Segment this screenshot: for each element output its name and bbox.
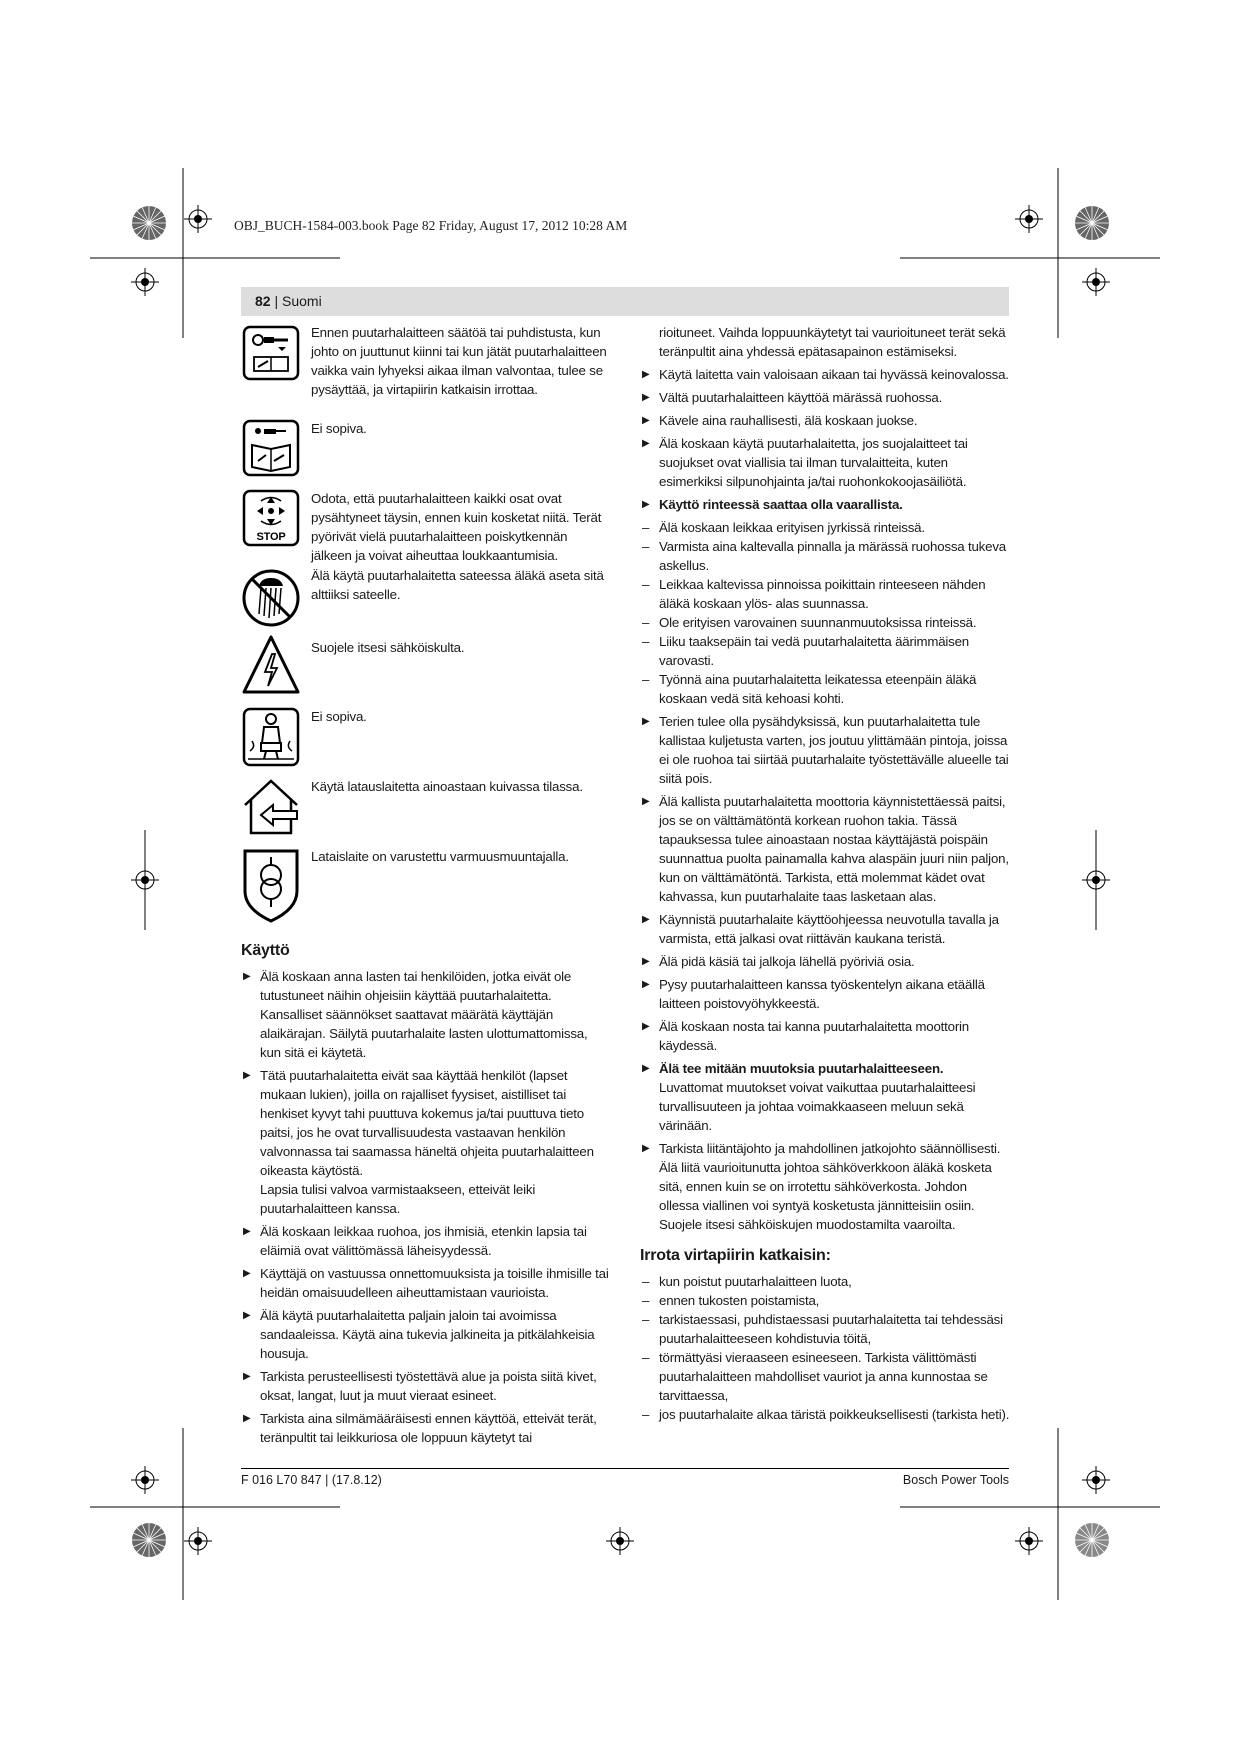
electric-shock-warning-icon (241, 634, 301, 696)
list-item: ▶ Käynnistä puutarhalaite käyttöohjeessa neuvotulla tavalla ja varmista, että jalkasi ovat riittävän kaukana teristä. (640, 910, 1010, 948)
density-wheel-icon (131, 205, 167, 241)
list-item: ▶ Älä käytä puutarhalaitetta paljain jaloin tai avoimissa sandaaleissa. Käytä aina tukevia jalkineita ja pitkälahkeisia housuja. (241, 1306, 611, 1363)
page-number: 82 (255, 293, 271, 309)
dash-item: – Varmista aina kaltevalla pinnalla ja märässä ruohossa tukeva askellus. (640, 537, 1010, 575)
symbol-row: Ei sopiva. (241, 707, 611, 777)
list-item-continuation: Lapsia tulisi valvoa varmistaakseen, etteivät leiki puutarhalaitteen kanssa. (260, 1182, 536, 1216)
list-item: ▶ Älä pidä käsiä tai jalkoja lähellä pyöriviä osia. (640, 952, 1010, 971)
list-item: ▶ Älä koskaan leikkaa ruohoa, jos ihmisiä, etenkin lapsia tai eläimiä ovat välittömässä läheisyydessä. (241, 1222, 611, 1260)
registration-target-icon (1015, 1527, 1043, 1555)
registration-target-icon (184, 1527, 212, 1555)
symbol-row: Älä käytä puutarhalaitetta sateessa äläkä aseta sitä alttiiksi sateelle. (241, 566, 611, 634)
footer-divider (241, 1468, 1009, 1469)
list-item: ▶ Tarkista perusteellisesti työstettävä alue ja poista siitä kivet, oksat, langat, luut ja muut vieraat esineet. (241, 1367, 611, 1405)
left-column (241, 323, 611, 1451)
symbol-row: STOP Odota, että puutarhalaitteen kaikki osat ovat pysähtyneet täysin, ennen kuin kosketat niitä. Terät pyörivät vielä puutarhalaitteen poiskytkennän jälkeen ja voivat aiheuttaa loukkaantumisia. (241, 489, 611, 566)
list-item: ▶ Terien tulee olla pysähdyksissä, kun puutarhalaitetta tule kallistaa kuljetusta varten, jos joutuu ylittämään pintoja, joissa ei ole ruohoa tai siirtää puutarhalaite työstettävälle alueelle tai siitä pois. (640, 712, 1010, 788)
list-item: ▶ Tarkista liitäntäjohto ja mahdollinen jatkojohto säännöllisesti. Älä liitä vaurioitunutta johtoa sähköverkkoon äläkä kosketa sitä, ennen kuin se on irrotettu sähköverkosta. Johdon ollessa viallinen voi syntyä kosketusta jännitteisiin osiin. Suojele itsesi sähköiskujen muodostamilta vaaroilta. (640, 1139, 1010, 1234)
dash-item: – Leikkaa kaltevissa pinnoissa poikittain rinteeseen nähden äläkä koskaan ylös- alas suunnassa. (640, 575, 1010, 613)
symbol-row: Ennen puutarhalaitteen säätöä tai puhdistusta, kun johto on juuttunut kiinni tai kun jätät puutarhalaitteen vaikka vain lyhyeksi aikaa ilman valvontaa, tulee se pysäyttää, ja virtapiirin katkaisin irrottaa. (241, 323, 611, 419)
list-item: ▶ Pysy puutarhalaitteen kanssa työskentelyn aikana etäällä laitteen poistovyöhykkeestä. (640, 975, 1010, 1013)
page-header: 82 | Suomi (241, 287, 1009, 316)
density-wheel-icon (1074, 1522, 1110, 1558)
symbol-row: Käytä latauslaitetta ainoastaan kuivassa tilassa. (241, 777, 611, 847)
density-wheel-icon (131, 1522, 167, 1558)
registration-target-icon (1082, 866, 1110, 894)
language-label: Suomi (282, 293, 322, 309)
dash-item: – Älä koskaan leikkaa erityisen jyrkissä rinteissä. (640, 518, 1010, 537)
list-item: ▶ Älä kallista puutarhalaitetta moottoria käynnistettäessä paitsi, jos se on välttämätöntä korkean ruohon takia. Tässä tapauksessa tulee ainoastaan nostaa käyttäjästä poispäin suunnattua puolta painamalla kahva alaspäin juuri niin paljon, kun on välttämätöntä. Tarkista, että molemmat kädet ovat kahvassa, kun puutarhalaite taas lasketaan alas. (640, 792, 1010, 906)
dash-item: – jos puutarhalaite alkaa täristä poikkeuksellisesti (tarkista heti). (640, 1405, 1010, 1424)
list-item: ▶ Älä tee mitään muutoksia puutarhalaitteeseen. Luvattomat muutokset voivat vaikuttaa puutarhalaitteesi turvallisuuteen ja johtaa voimakkaaseen meluun sekä värinään. (640, 1059, 1010, 1135)
indoor-house-icon (241, 777, 301, 837)
symbol-row: Suojele itsesi sähköiskulta. (241, 634, 611, 707)
symbol-row: Ei sopiva. (241, 419, 611, 489)
registration-target-icon (606, 1527, 634, 1555)
list-item: ▶ Tarkista aina silmämääräisesti ennen käyttöä, etteivät terät, teränpultit tai leikkuriosa ole loppuun käytetyt tai (241, 1409, 611, 1447)
dash-item: – Liiku taaksepäin tai vedä puutarhalaitetta äärimmäisen varovasti. (640, 632, 1010, 670)
list-item: ▶ Tätä puutarhalaitetta eivät saa käyttää henkilöt (lapset mukaan lukien), joilla on rajalliset fyysiset, aistilliset tai henkiset kyvyt tahi puuttuva kokemus ja/tai puuttuva tieto paitsi, jos he ovat turvallisuudesta vastaavan henkilön valvonnassa tai saamassa häneltä ohjeita puutarhalaitteen oikeasta käytöstä. (241, 1066, 611, 1180)
registration-target-icon (131, 1466, 159, 1494)
section-title-kaytto: Käyttö (241, 942, 290, 959)
no-rain-icon (241, 566, 301, 628)
safety-transformer-icon (241, 847, 301, 923)
dash-item: – törmättyäsi vieraaseen esineeseen. Tarkista välittömästi puutarhalaitteen mahdolliset vauriot ja anna kunnostaa se tarvittaessa, (640, 1348, 1010, 1405)
dash-item: – kun poistut puutarhalaitteen luota, (640, 1272, 1010, 1291)
registration-target-icon (131, 866, 159, 894)
registration-target-icon (131, 268, 159, 296)
density-wheel-icon (1074, 205, 1110, 241)
footer-brand: Bosch Power Tools (902, 1473, 1009, 1487)
unplug-manual-icon (241, 323, 301, 381)
dash-item: – Työnnä aina puutarhalaitetta leikatessa eteenpäin äläkä koskaan vedä sitä kehoasi kohti. (640, 670, 1010, 708)
dash-item: – Ole erityisen varovainen suunnanmuutoksissa rinteissä. (640, 613, 1010, 632)
svg-text:STOP: STOP (256, 531, 286, 543)
footer-doc-number: F 016 L70 847 | (17.8.12) (241, 1473, 382, 1487)
operator-mower-icon (241, 707, 301, 767)
list-item-continuation: rioituneet. Vaihda loppuunkäytetyt tai vaurioituneet terät sekä teränpultit aina yhdessä epätasapainon estämiseksi. (659, 325, 1006, 359)
symbol-row: Lataislaite on varustettu varmuusmuuntajalla. (241, 847, 611, 927)
rotating-blades-stop-icon (241, 489, 301, 547)
slope-warning-title: ▶ Käyttö rinteessä saattaa olla vaarallista. (640, 495, 1010, 514)
list-item: ▶ Älä koskaan nosta tai kanna puutarhalaitetta moottorin käydessä. (640, 1017, 1010, 1055)
registration-target-icon (1015, 205, 1043, 233)
section-title-disconnect: Irrota virtapiirin katkaisin: (640, 1247, 831, 1264)
list-item: ▶ Kävele aina rauhallisesti, älä koskaan juokse. (640, 411, 1010, 430)
manual-book-icon (241, 419, 301, 477)
list-item: ▶ Älä koskaan anna lasten tai henkilöiden, jotka eivät ole tutustuneet näihin ohjeisiin käyttää puutarhalaitetta. Kansalliset säännökset saattavat määrätä käyttäjän alaikärajan. Säilytä puutarhalaite lasten ulottumattomissa, kun sitä ei käytetä. (241, 967, 611, 1062)
list-item: ▶ Käyttäjä on vastuussa onnettomuuksista ja toisille ihmisille tai heidän omaisuudelleen aiheuttamistaan vaurioista. (241, 1264, 611, 1302)
list-item: ▶ Älä koskaan käytä puutarhalaitetta, jos suojalaitteet tai suojukset ovat viallisia tai ilman turvalaitteita, kuten esimerkiksi silpunohjainta ja/tai ruohonkokoojasäiliötä. (640, 434, 1010, 491)
registration-target-icon (1082, 1466, 1110, 1494)
list-item: ▶ Vältä puutarhalaitteen käyttöä märässä ruohossa. (640, 388, 1010, 407)
dash-item: – tarkistaessasi, puhdistaessasi puutarhalaitetta tai tehdessäsi puutarhalaitteeseen kohdistuvia töitä, (640, 1310, 1010, 1348)
right-column (640, 323, 1010, 1424)
registration-target-icon (184, 205, 212, 233)
print-header: OBJ_BUCH-1584-003.book Page 82 Friday, August 17, 2012 10:28 AM (234, 218, 628, 233)
dash-item: – ennen tukosten poistamista, (640, 1291, 1010, 1310)
registration-target-icon (1082, 268, 1110, 296)
list-item: ▶ Käytä laitetta vain valoisaan aikaan tai hyvässä keinovalossa. (640, 365, 1010, 384)
